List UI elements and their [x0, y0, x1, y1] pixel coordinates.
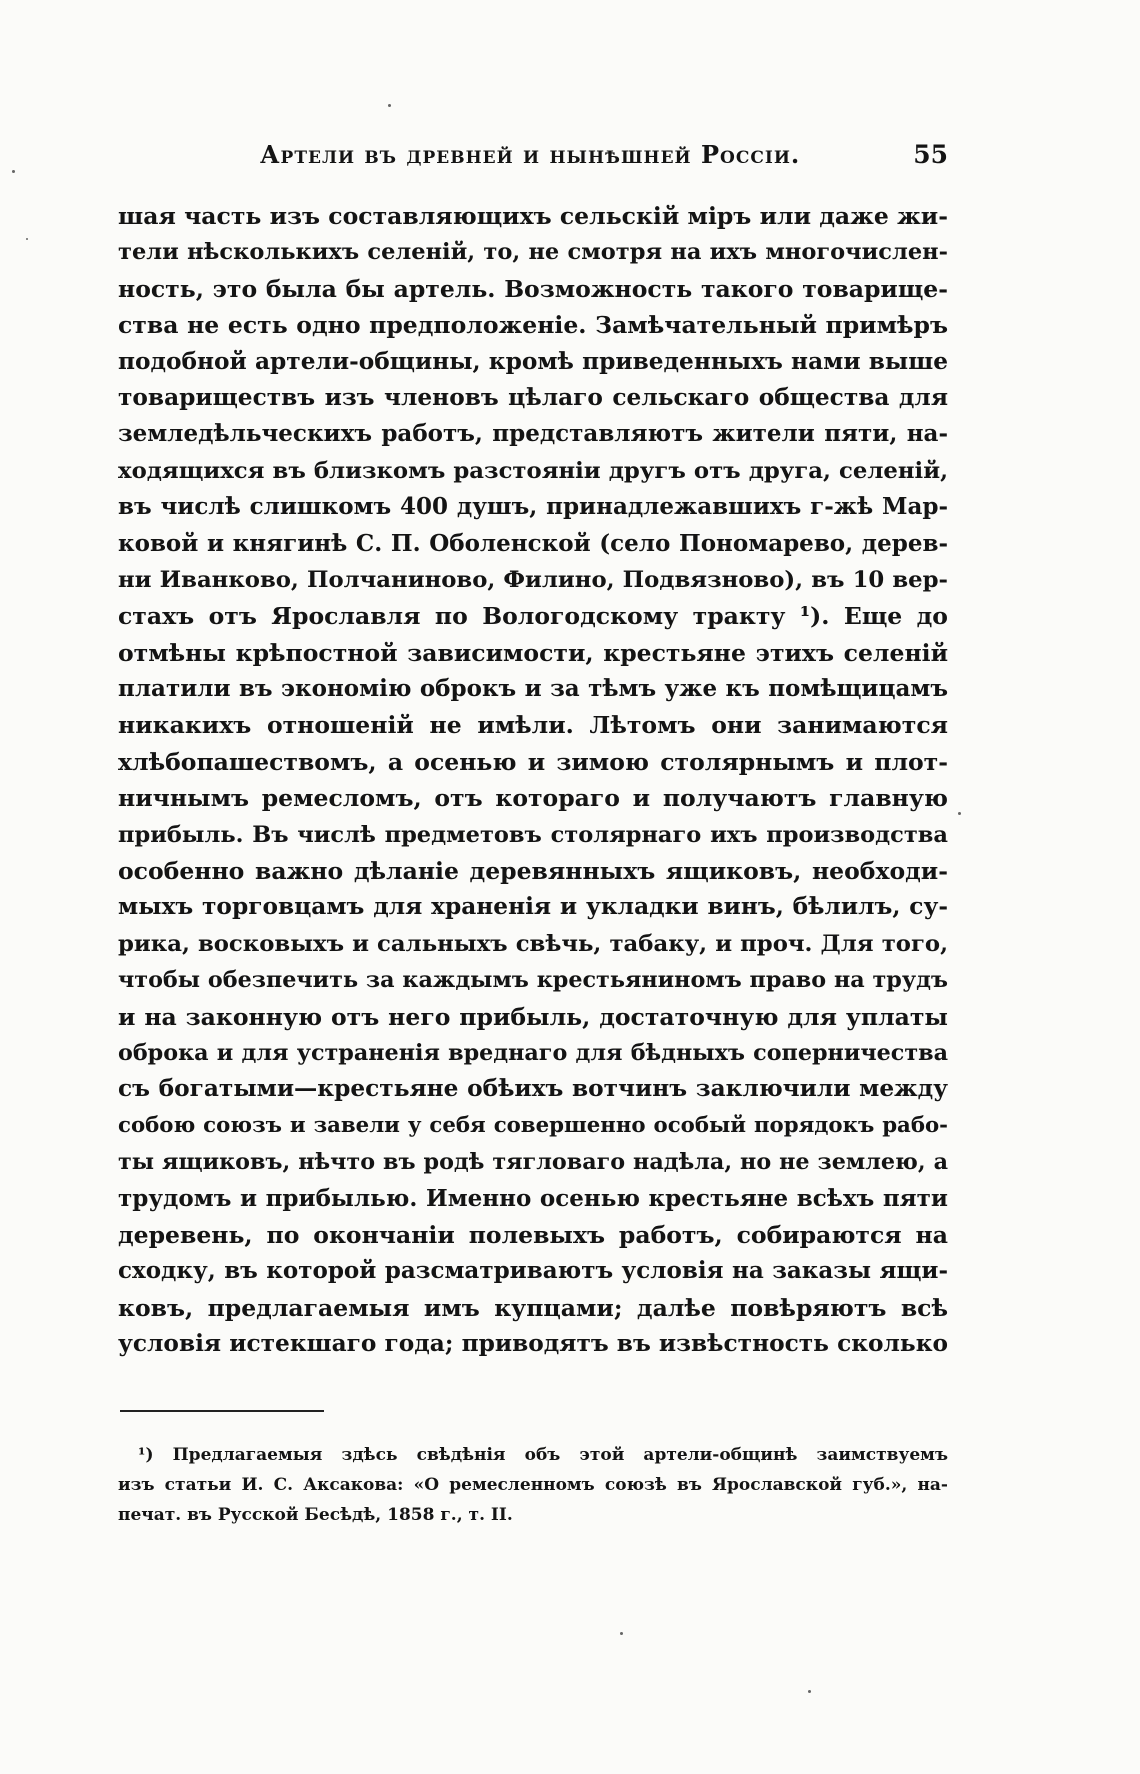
text-line: собою союзъ и завели у себя совершенно особый порядокъ рабо- [118, 1112, 948, 1138]
running-title: Артели въ древней и нынѣшней Россіи. [260, 140, 801, 169]
footnote-line: изъ статьи И. С. Аксакова: «О ремесленномъ союзѣ въ Ярославской губ.», на- [118, 1475, 948, 1495]
text-line: ства не есть одно предположеніе. Замѣчательный примѣръ [118, 311, 948, 340]
text-line: сходку, въ которой разсматриваютъ условія на заказы ящи- [118, 1257, 948, 1285]
text-line: никакихъ отношеній не имѣли. Лѣтомъ они занимаются [118, 711, 948, 740]
text-line: и на законную отъ него прибыль, достаточную для уплаты [118, 1002, 948, 1031]
scan-speck [620, 1632, 623, 1635]
text-line: ни Иванково, Полчаниново, Филино, Подвязново), въ 10 вер- [118, 566, 948, 593]
text-line: тели нѣсколькихъ селеній, то, не смотря на ихъ многочислен- [118, 239, 948, 266]
text-line: платили въ экономію оброкъ и за тѣмъ уже къ помѣщицамъ [118, 675, 948, 703]
text-line: деревень, по окончаніи полевыхъ работъ, собираются на [118, 1220, 948, 1249]
page-number: 55 [913, 140, 948, 169]
scan-speck [808, 1690, 811, 1693]
footnote [118, 1440, 948, 1530]
scan-speck [958, 812, 961, 815]
footnote-divider [120, 1410, 324, 1412]
text-line: чтобы обезпечить за каждымъ крестьяниномъ право на трудъ [118, 967, 948, 994]
text-line: съ богатыми—крестьяне обѣихъ вотчинъ заключили между [118, 1075, 948, 1103]
text-line: земледѣльческихъ работъ, представляютъ жители пяти, на- [118, 420, 948, 448]
text-line: ность, это была бы артель. Возможность такого товарище- [118, 274, 948, 303]
text-line: отмѣны крѣпостной зависимости, крестьяне этихъ селеній [118, 638, 948, 667]
text-line: ходящихся въ близкомъ разстояніи другъ отъ друга, селеній, [118, 457, 948, 484]
text-line: хлѣбопашествомъ, а осенью и зимою столярнымъ и плот- [118, 747, 948, 776]
page-header [118, 140, 948, 180]
text-line: ничнымъ ремесломъ, отъ котораго и получаютъ главную [118, 784, 948, 813]
text-line: товариществъ изъ членовъ цѣлаго сельскаго общества для [118, 383, 948, 411]
text-line: прибыль. Въ числѣ предметовъ столярнаго ихъ производства [118, 821, 948, 848]
text-line: подобной артели-общины, кромѣ приведенныхъ нами выше [118, 347, 948, 375]
text-line: стахъ отъ Ярославля по Вологодскому тракту ¹). Еще до [118, 602, 948, 631]
scan-speck [26, 238, 28, 240]
body-text [118, 198, 948, 1363]
text-line: особенно важно дѣланіе деревянныхъ ящиковъ, необходи- [118, 857, 948, 886]
text-line: оброка и для устраненія вреднаго для бѣдныхъ соперничества [118, 1039, 948, 1066]
footnote-line: ¹) Предлагаемыя здѣсь свѣдѣнія объ этой артели-общинѣ заимствуемъ [138, 1445, 948, 1465]
text-line: ковой и княгинѣ С. П. Оболенской (село Пономарево, дерев- [118, 529, 948, 557]
text-line: ты ящиковъ, нѣчто въ родѣ тягловаго надѣла, но не землею, а [118, 1149, 948, 1176]
text-line: трудомъ и прибылью. Именно осенью крестьяне всѣхъ пяти [118, 1184, 948, 1212]
scan-speck [388, 104, 391, 107]
text-line: шая часть изъ составляющихъ сельскій міръ или даже жи- [118, 202, 948, 230]
text-line: ковъ, предлагаемыя имъ купцами; далѣе повѣряютъ всѣ [118, 1293, 948, 1322]
footnote-line: печат. въ Русской Бесѣдѣ, 1858 г., т. II. [118, 1505, 513, 1525]
text-line: мыхъ торговцамъ для храненія и укладки винъ, бѣлилъ, су- [118, 893, 948, 921]
scan-speck [12, 170, 15, 173]
text-line: рика, восковыхъ и сальныхъ свѣчь, табаку, и проч. Для того, [118, 930, 948, 957]
text-line: условія истекшаго года; приводятъ въ извѣстность сколько [118, 1330, 948, 1358]
text-line: въ числѣ слишкомъ 400 душъ, принадлежавшихъ г-жѣ Мар- [118, 493, 948, 521]
